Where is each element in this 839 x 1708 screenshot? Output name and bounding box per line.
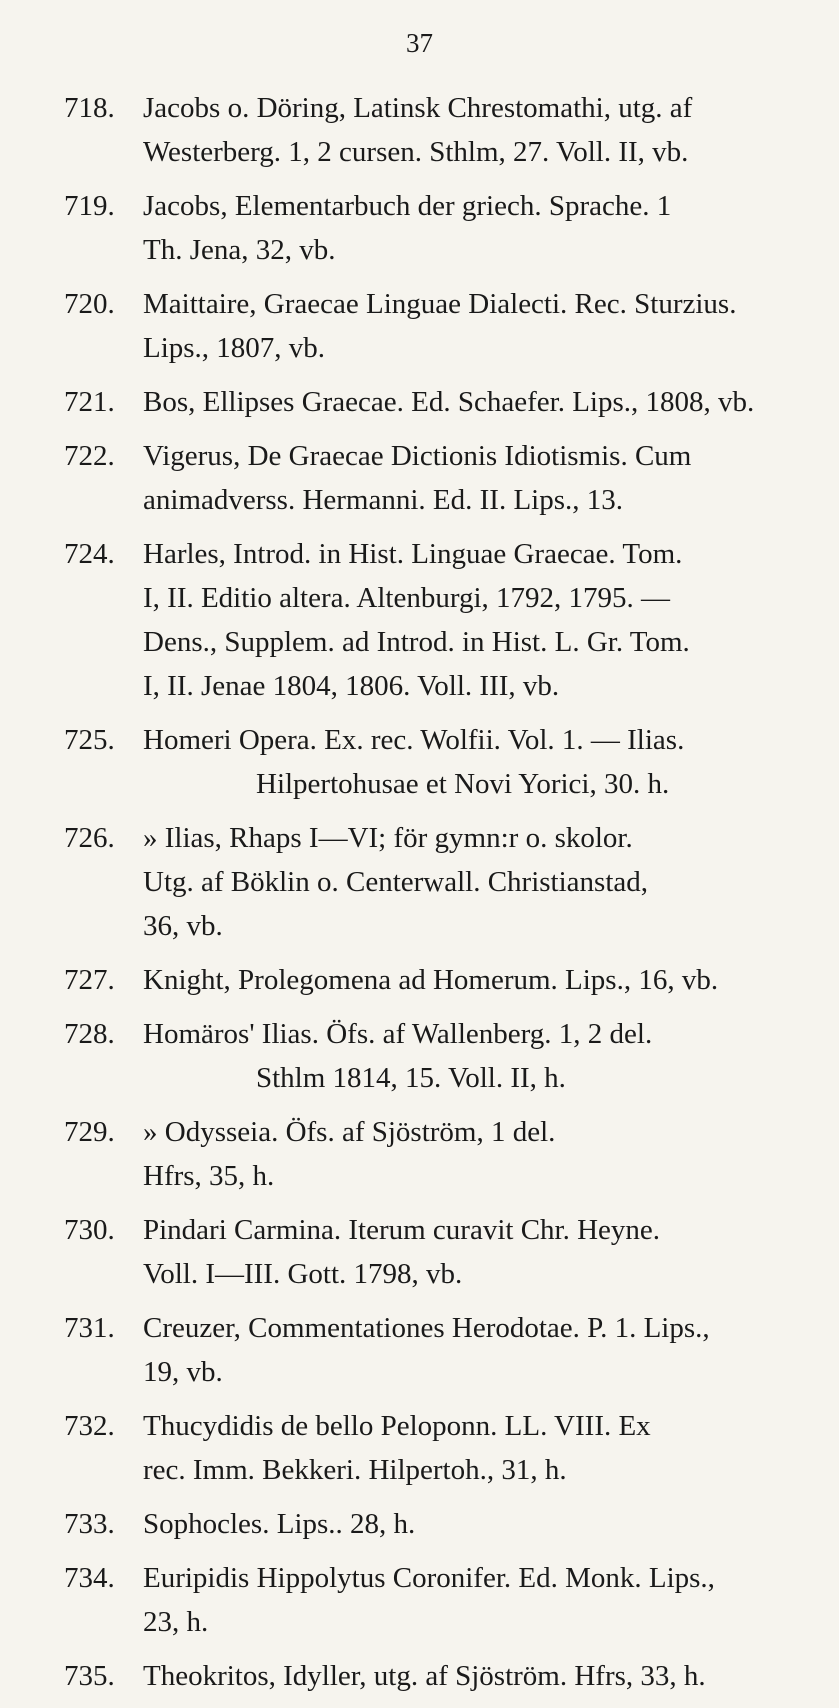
- entry-line: Thucydidis de bello Peloponn. LL. VIII. Ex: [143, 1410, 651, 1442]
- entry-number: 722.: [64, 440, 115, 472]
- entry-number: 726.: [64, 822, 115, 854]
- entry-number: 718.: [64, 92, 115, 124]
- entry-number: 735.: [64, 1660, 115, 1692]
- catalog-entry: [0, 958, 839, 1002]
- entry-line: Vigerus, De Graecae Dictionis Idiotismis. Cum: [143, 440, 692, 472]
- catalog-entry: [0, 434, 839, 522]
- entry-line: Maittaire, Graecae Linguae Dialecti. Rec. Sturzius.: [143, 288, 737, 320]
- catalog-entry: [0, 1110, 839, 1198]
- entry-line: 19, vb.: [143, 1356, 223, 1388]
- entry-line: I, II. Jenae 1804, 1806. Voll. III, vb.: [143, 670, 560, 702]
- catalog-entry: [0, 282, 839, 370]
- entry-line: Sthlm 1814, 15. Voll. II, h.: [256, 1062, 566, 1094]
- entry-line: Theokritos, Idyller, utg. af Sjöström. Hfrs, 33, h.: [143, 1660, 706, 1692]
- entry-number: 719.: [64, 190, 115, 222]
- entry-line: Harles, Introd. in Hist. Linguae Graecae. Tom.: [143, 538, 683, 570]
- entry-number: 728.: [64, 1018, 115, 1050]
- entry-number: 725.: [64, 724, 115, 756]
- entry-line: Jacobs, Elementarbuch der griech. Sprache. 1: [143, 190, 672, 222]
- entry-line: rec. Imm. Bekkeri. Hilpertoh., 31, h.: [143, 1454, 567, 1486]
- catalog-entry: [0, 86, 839, 174]
- entry-line: Utg. af Böklin o. Centerwall. Christianstad,: [143, 866, 649, 898]
- entry-line: 23, h.: [143, 1606, 209, 1638]
- entry-line: Hilpertohusae et Novi Yorici, 30. h.: [256, 768, 670, 800]
- entry-line: Bos, Ellipses Graecae. Ed. Schaefer. Lips., 1808, vb.: [143, 386, 755, 418]
- entry-line: Th. Jena, 32, vb.: [143, 234, 336, 266]
- entry-line: 36, vb.: [143, 910, 223, 942]
- entry-number: 730.: [64, 1214, 115, 1246]
- entry-line: animadverss. Hermanni. Ed. II. Lips., 13.: [143, 484, 624, 516]
- catalog-entry: [0, 1502, 839, 1546]
- entry-number: 731.: [64, 1312, 115, 1344]
- entry-line: Euripidis Hippolytus Coronifer. Ed. Monk. Lips.,: [143, 1562, 715, 1594]
- entry-line: » Ilias, Rhaps I—VI; för gymn:r o. skolor.: [143, 822, 633, 854]
- entry-number: 729.: [64, 1116, 115, 1148]
- entry-number: 734.: [64, 1562, 115, 1594]
- entry-line: Homäros' Ilias. Öfs. af Wallenberg. 1, 2 del.: [143, 1018, 653, 1050]
- entry-number: 724.: [64, 538, 115, 570]
- catalog-entry: [0, 1208, 839, 1296]
- entry-line: Sophocles. Lips.. 28, h.: [143, 1508, 416, 1540]
- catalog-entry: [0, 1012, 839, 1100]
- catalog-entry: [0, 718, 839, 806]
- catalog-entry: [0, 532, 839, 708]
- catalog-entry: [0, 1654, 839, 1698]
- entry-line: Pindari Carmina. Iterum curavit Chr. Heyne.: [143, 1214, 661, 1246]
- entry-number: 720.: [64, 288, 115, 320]
- catalog-entry: [0, 816, 839, 948]
- entry-number: 732.: [64, 1410, 115, 1442]
- entry-number: 721.: [64, 386, 115, 418]
- entry-line: Homeri Opera. Ex. rec. Wolfii. Vol. 1. — Ilias.: [143, 724, 685, 756]
- entry-number: 733.: [64, 1508, 115, 1540]
- catalog-entries: [0, 86, 839, 1708]
- page-number: 37: [406, 28, 433, 58]
- entry-number: 727.: [64, 964, 115, 996]
- entry-line: Lips., 1807, vb.: [143, 332, 326, 364]
- catalog-entry: [0, 1556, 839, 1644]
- entry-line: » Odysseia. Öfs. af Sjöström, 1 del.: [143, 1116, 556, 1148]
- entry-line: Knight, Prolegomena ad Homerum. Lips., 16, vb.: [143, 964, 719, 996]
- catalog-entry: [0, 1306, 839, 1394]
- entry-line: I, II. Editio altera. Altenburgi, 1792, 1795. —: [143, 582, 671, 614]
- entry-line: Westerberg. 1, 2 cursen. Sthlm, 27. Voll. II, vb.: [143, 136, 689, 168]
- entry-line: Jacobs o. Döring, Latinsk Chrestomathi, utg. af: [143, 92, 693, 124]
- catalog-entry: [0, 184, 839, 272]
- catalog-entry: [0, 380, 839, 424]
- entry-line: Creuzer, Commentationes Herodotae. P. 1. Lips.,: [143, 1312, 710, 1344]
- entry-line: Voll. I—III. Gott. 1798, vb.: [143, 1258, 463, 1290]
- entry-line: Hfrs, 35, h.: [143, 1160, 275, 1192]
- catalog-entry: [0, 1404, 839, 1492]
- entry-line: Dens., Supplem. ad Introd. in Hist. L. Gr. Tom.: [143, 626, 690, 658]
